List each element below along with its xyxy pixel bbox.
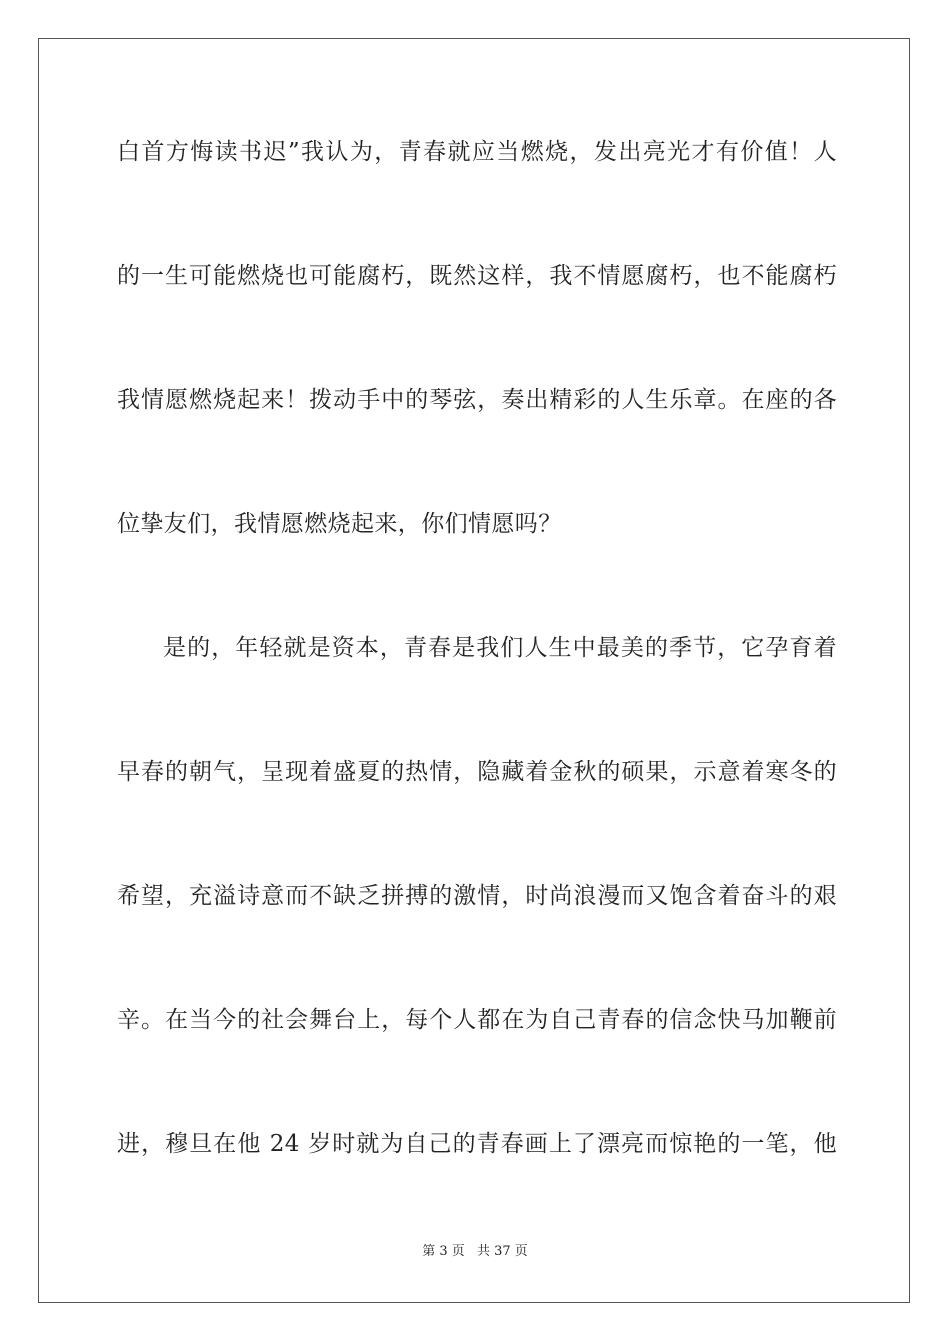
body-text-line: 我情愿燃烧起来！拨动手中的琴弦，奏出精彩的人生乐章。在座的各 (117, 387, 837, 413)
page-footer (0, 1244, 950, 1260)
body-text-line: 辛。在当今的社会舞台上，每个人都在为自己青春的信念快马加鞭前 (117, 1007, 837, 1033)
page-number: 第 3 页 (422, 1244, 465, 1259)
body-text-line: 是的，年轻就是资本，青春是我们人生中最美的季节，它孕育着 (163, 635, 837, 661)
body-text-line: 进，穆旦在他 24 岁时就为自己的青春画上了漂亮而惊艳的一笔，他 (117, 1131, 837, 1157)
page-border (38, 38, 910, 1303)
body-text-line: 早春的朝气，呈现着盛夏的热情，隐藏着金秋的硕果，示意着寒冬的 (117, 759, 837, 785)
body-text-line: 的一生可能燃烧也可能腐朽，既然这样，我不情愿腐朽，也不能腐朽 (117, 263, 837, 289)
body-text-line: 希望，充溢诗意而不缺乏拼搏的激情，时尚浪漫而又饱含着奋斗的艰 (117, 883, 837, 909)
body-text-line: 位挚友们，我情愿燃烧起来，你们情愿吗？ (117, 511, 562, 537)
body-text-line: 白首方悔读书迟”我认为，青春就应当燃烧，发出亮光才有价值！人 (117, 139, 837, 165)
page-total: 共 37 页 (476, 1244, 528, 1259)
